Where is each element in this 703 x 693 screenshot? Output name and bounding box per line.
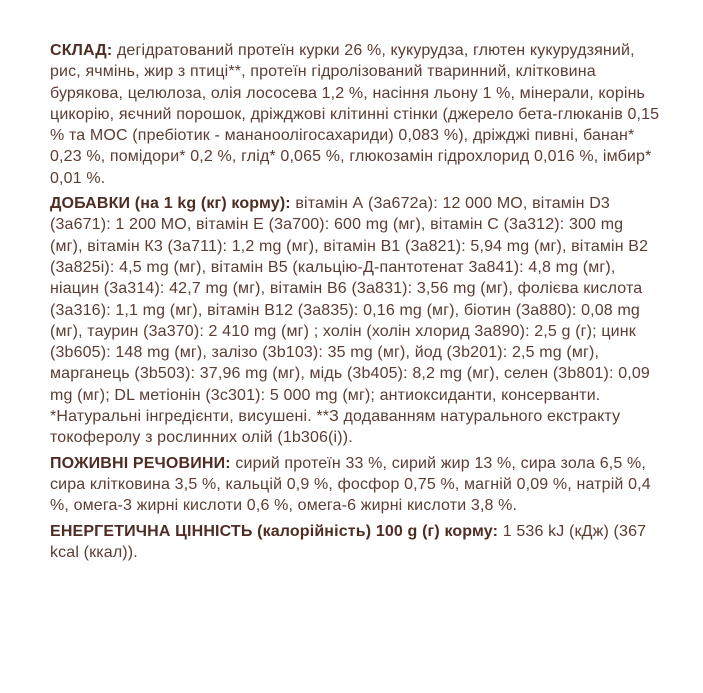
additives-text: вітамін А (3а672а): 12 000 МО, вітамін D3 (3а671): 1 200 МО, вітамін Е (3а700): 600 mg (мг), вітамін С (3а312): 300 mg (мг), вітамін К3 (3а711): 1,2 mg (мг), вітамін В1 (3а821): 5,94 mg (мг), вітамін В2 (3а825і): 4,5 mg (мг), вітамін В5 (кальцію-Д-пантотенат 3а841): 4,8 mg (мг), ніацин (3а314): 42,7 mg (мг), вітамін В6 (3а831): 3,56 mg (мг), фолієва кислота (3а316): 1,1 mg (мг), вітамін В12 (3а835): 0,16 mg (мг), біотин (3а880): 0,08 mg (мг), таурин (3а370): 2 410 mg (мг) ; холін (холін хлорид 3а890): 2,5 g (г); цинк (3b605): 148 mg (мг), залізо (3b103): 35 mg (мг), йод (3b201): 2,5 mg (мг), марганець (3b503): 37,96 mg (мг), мідь (3b405): 8,2 mg (мг), селен (3b801): 0,09 mg (мг); DL метіонін (3с301): 5 000 mg (мг); антиоксиданти, консерванти. *Натуральні інгредієнти, висушені. **З додаванням натурального екстракту токоферолу з рослинних олій (1b306(і)). bbox=[50, 195, 650, 447]
nutrients-text: сирий протеїн 33 %, сирий жир 13 %, сира зола 6,5 %, сира клітковина 3,5 %, кальцій 0,9 %, фосфор 0,75 %, магній 0,09 %, натрій 0,4 %, омега-3 жирні кислоти 0,6 %, омега-6 жирні кислоти 3,8 %. bbox=[50, 454, 651, 515]
nutrients-section bbox=[50, 453, 660, 517]
energy-text: 1 536 kJ (кДж) (367 kcal (ккал)). bbox=[50, 522, 647, 561]
product-label-text bbox=[50, 40, 660, 563]
additives-heading: ДОБАВКИ (на 1 kg (кг) корму): bbox=[50, 195, 291, 213]
additives-section bbox=[50, 193, 660, 449]
energy-heading: ЕНЕРГЕТИЧНА ЦІННІСТЬ (калорійність) 100 g (г) корму: bbox=[50, 522, 499, 540]
energy-section bbox=[50, 521, 660, 564]
composition-heading: СКЛАД: bbox=[50, 42, 113, 59]
composition-section bbox=[50, 40, 660, 189]
composition-text: дегідратований протеїн курки 26 %, кукурудза, глютен кукурудзяний, рис, ячмінь, жир з птиці**, протеїн гідролізований тваринний, клітковина бурякова, целюлоза, олія лососева 1,2 %, насіння льону 1 %, мінерали, корінь цикорію, яєчний порошок, дріжджові клітинні стінки (джерело бета-глюканів 0,15 % та МОС (пребіотик - мананоолігосахариди) 0,083 %), дріжджі пивні, банан* 0,23 %, помідори* 0,2 %, глід* 0,065 %, глюкозамін гідрохлорид 0,016 %, імбир* 0,01 %. bbox=[50, 42, 660, 187]
nutrients-heading: ПОЖИВНІ РЕЧОВИНИ: bbox=[50, 454, 231, 472]
